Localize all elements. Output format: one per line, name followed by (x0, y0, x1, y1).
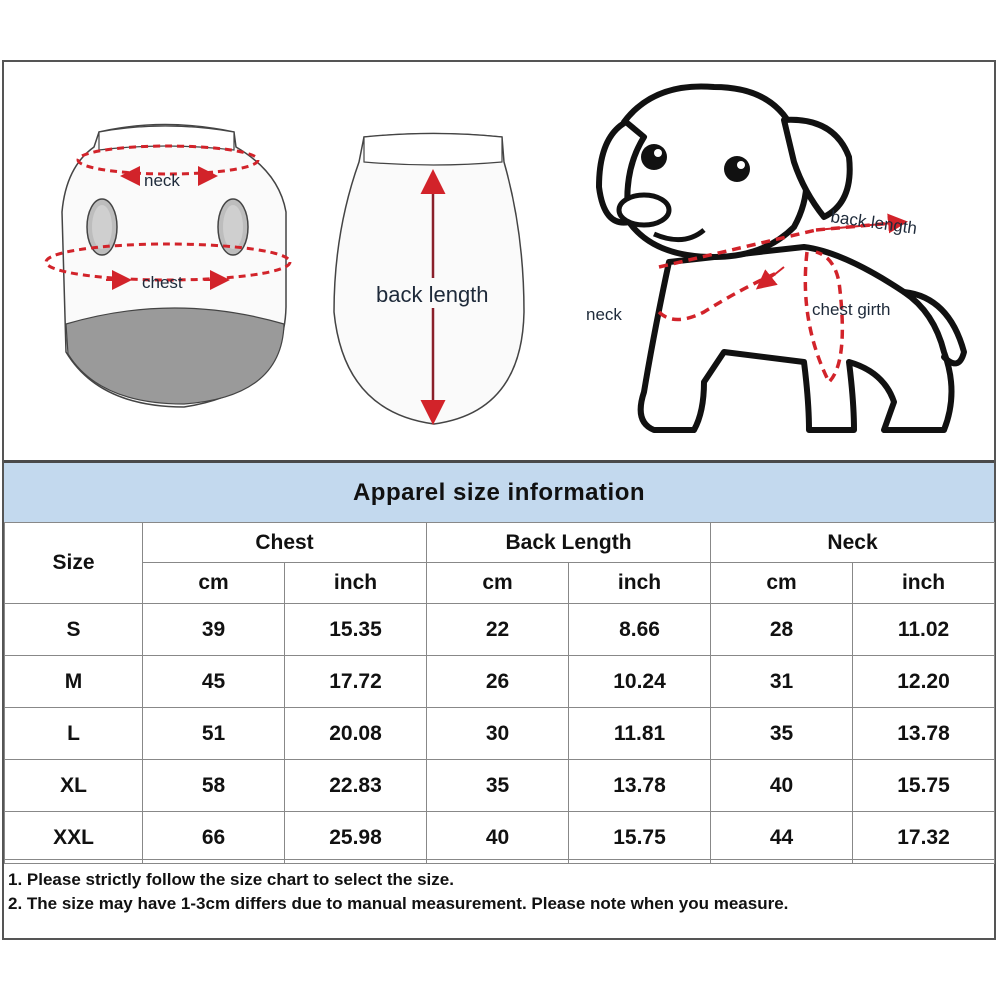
value-cell: 13.78 (569, 760, 711, 812)
value-cell: 22.83 (285, 760, 427, 812)
value-cell: 30 (427, 708, 569, 760)
table-row (5, 812, 995, 864)
value-cell: 26 (427, 656, 569, 708)
value-cell: 35 (711, 708, 853, 760)
value-cell: 66 (143, 812, 285, 864)
value-cell: 15.75 (853, 760, 995, 812)
vest-front-drawing (46, 125, 290, 408)
value-cell: 39 (143, 604, 285, 656)
note-line: 2. The size may have 1-3cm differs due to manual measurement. Please note when you measure. (8, 894, 789, 913)
value-cell: 15.35 (285, 604, 427, 656)
value-cell: 10.24 (569, 656, 711, 708)
dog-drawing (599, 86, 964, 430)
value-cell: 45 (143, 656, 285, 708)
unit-header: inch (569, 563, 711, 604)
table-title-bar (4, 460, 994, 522)
value-cell: 17.72 (285, 656, 427, 708)
notes-section (4, 859, 994, 938)
value-cell: 20.08 (285, 708, 427, 760)
vest-back-drawing (334, 134, 524, 425)
value-cell: 22 (427, 604, 569, 656)
size-cell: L (5, 708, 143, 760)
dog-back-length-label: back length (829, 207, 919, 239)
unit-header: cm (711, 563, 853, 604)
size-header: Size (5, 523, 143, 604)
unit-header: inch (853, 563, 995, 604)
value-cell: 31 (711, 656, 853, 708)
value-cell: 25.98 (285, 812, 427, 864)
illustration-svg (4, 62, 994, 460)
value-cell: 40 (427, 812, 569, 864)
measurement-illustration (4, 62, 994, 460)
dog-neck-label: neck (586, 305, 622, 324)
table-title: Apparel size information (352, 478, 646, 506)
value-cell: 58 (143, 760, 285, 812)
dog-chest-girth-label: chest girth (812, 300, 891, 319)
back-length-group-header: Back Length (427, 523, 711, 563)
value-cell: 12.20 (853, 656, 995, 708)
size-cell: XXL (5, 812, 143, 864)
value-cell: 11.81 (569, 708, 711, 760)
value-cell: 51 (143, 708, 285, 760)
table-row (5, 604, 995, 656)
value-cell: 15.75 (569, 812, 711, 864)
value-cell: 35 (427, 760, 569, 812)
vest-neck-label: neck (144, 171, 180, 190)
chest-group-header: Chest (143, 523, 427, 563)
value-cell: 11.02 (853, 604, 995, 656)
size-cell: XL (5, 760, 143, 812)
table-row (5, 708, 995, 760)
value-cell: 13.78 (853, 708, 995, 760)
value-cell: 44 (711, 812, 853, 864)
size-chart-frame (2, 60, 996, 940)
vest-chest-label: chest (142, 273, 183, 292)
note-line: 1. Please strictly follow the size chart to select the size. (8, 870, 454, 889)
neck-group-header: Neck (711, 523, 995, 563)
size-table (4, 522, 995, 864)
vest-back-length-label: back length (376, 282, 489, 307)
size-cell: S (5, 604, 143, 656)
value-cell: 17.32 (853, 812, 995, 864)
value-cell: 28 (711, 604, 853, 656)
unit-header: inch (285, 563, 427, 604)
value-cell: 40 (711, 760, 853, 812)
table-row (5, 656, 995, 708)
unit-header: cm (143, 563, 285, 604)
size-cell: M (5, 656, 143, 708)
table-row (5, 760, 995, 812)
unit-header: cm (427, 563, 569, 604)
value-cell: 8.66 (569, 604, 711, 656)
